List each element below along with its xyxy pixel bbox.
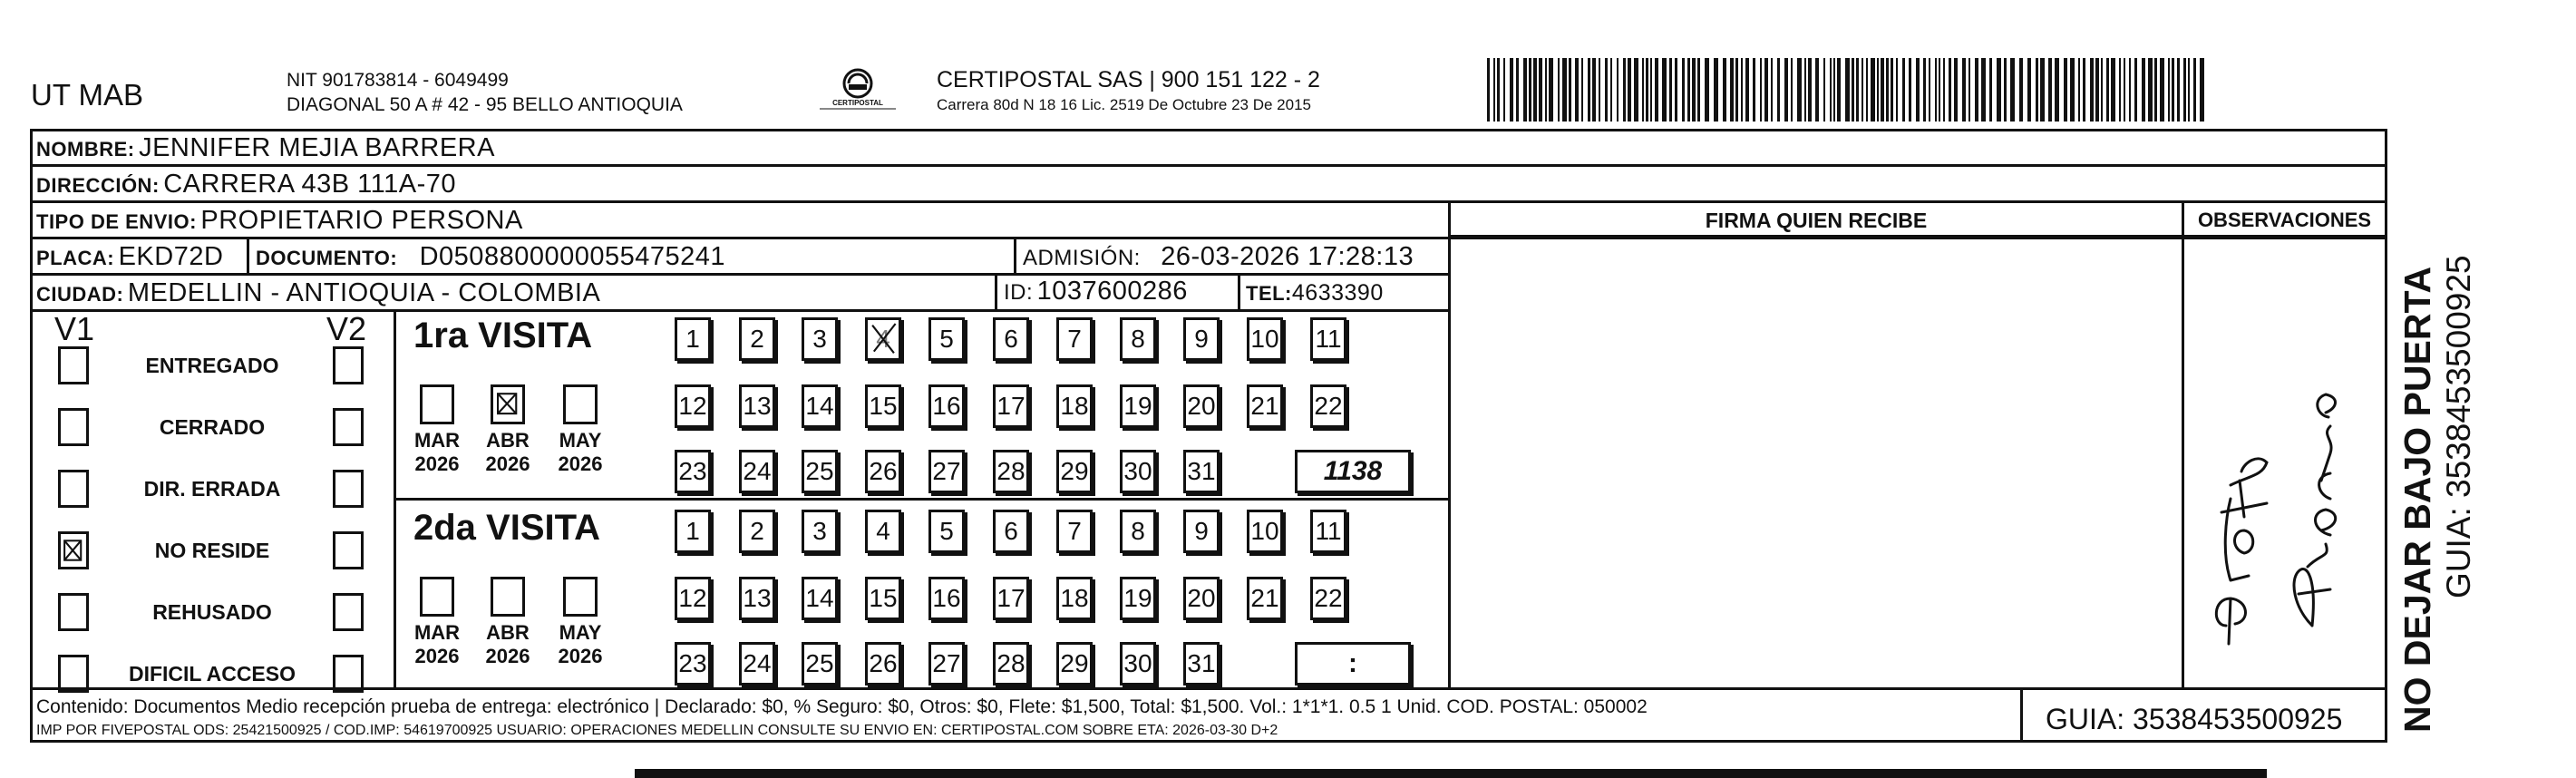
day-box[interactable]	[802, 317, 838, 361]
day-number: 29	[1060, 457, 1089, 485]
plate-row	[36, 242, 223, 272]
day-number: 13	[743, 584, 772, 612]
month-label: MAY	[559, 429, 602, 452]
plate-label: PLACA:	[36, 247, 115, 269]
month-checkbox[interactable]	[491, 577, 525, 617]
day-box[interactable]	[1183, 642, 1220, 686]
status-label: DIFICIL ACCESO	[128, 662, 296, 686]
day-box[interactable]	[675, 317, 711, 361]
day-number: 2	[750, 325, 764, 353]
day-box[interactable]	[739, 577, 775, 620]
day-number: 11	[1315, 517, 1342, 545]
logo-text: CERTIPOSTAL	[832, 99, 883, 107]
day-box[interactable]	[993, 384, 1029, 428]
day-box[interactable]	[802, 450, 838, 493]
day-number: 17	[996, 392, 1026, 420]
tel-cell	[1246, 280, 1384, 306]
day-box[interactable]	[1183, 450, 1220, 493]
row-line	[30, 200, 2387, 203]
month-checkbox[interactable]	[420, 577, 454, 617]
day-box[interactable]	[993, 577, 1029, 620]
day-number: 8	[1131, 517, 1145, 545]
day-box[interactable]	[1056, 577, 1093, 620]
v1-checkbox[interactable]	[58, 531, 89, 569]
admission-label: ADMISIÓN:	[1023, 246, 1141, 270]
v1-checkbox[interactable]	[58, 408, 89, 446]
month-year: 2026	[558, 645, 603, 667]
status-label: ENTREGADO	[145, 354, 279, 377]
day-number: 23	[678, 457, 707, 485]
day-number: 20	[1187, 584, 1216, 612]
day-number: 1	[685, 517, 700, 545]
city-row	[36, 278, 600, 308]
receiver-signature-label: FIRMA QUIEN RECIBE	[1705, 209, 1928, 232]
month-year: 2026	[485, 645, 530, 667]
observations-divider	[2182, 200, 2184, 687]
address-label: DIRECCIÓN:	[36, 174, 160, 197]
day-number: 27	[932, 649, 961, 677]
day-number: 7	[1067, 517, 1082, 545]
day-box[interactable]	[865, 642, 901, 686]
day-number: 19	[1123, 584, 1152, 612]
footer-content: Contenido: Documentos Medio recepción prueba de entrega: electrónico | Declarado: $0, % Seguro: $0, Otros: $0, Flete: $1,500, Total: $1,500. Vol.: 1*1*1. 0.5 1 Unid. COD. POSTAL: 050002	[36, 696, 1648, 717]
v2-checkbox[interactable]	[333, 593, 364, 631]
day-box[interactable]	[865, 384, 901, 428]
day-box[interactable]	[1056, 384, 1093, 428]
day-number: 5	[939, 517, 954, 545]
day-number: 24	[743, 457, 772, 485]
day-box[interactable]	[675, 450, 711, 493]
day-number: 1	[685, 325, 700, 353]
day-number: 11	[1315, 325, 1342, 353]
day-box[interactable]	[928, 317, 965, 361]
v1-checkbox[interactable]	[58, 470, 89, 508]
month-checkbox[interactable]	[420, 384, 454, 424]
day-number: 29	[1060, 649, 1089, 677]
day-number: 22	[1314, 584, 1343, 612]
status-label: CERRADO	[159, 415, 266, 439]
day-box[interactable]	[928, 642, 965, 686]
day-box[interactable]	[1247, 577, 1283, 620]
day-box[interactable]	[739, 317, 775, 361]
day-box[interactable]	[1056, 317, 1093, 361]
city-label: CIUDAD:	[36, 283, 124, 306]
day-box[interactable]	[1120, 510, 1156, 553]
company-nit: NIT 901783814 - 6049499	[287, 70, 509, 91]
handwriting-drawing	[2194, 281, 2376, 662]
day-box[interactable]	[1120, 642, 1156, 686]
month-year: 2026	[485, 452, 530, 475]
day-box[interactable]	[993, 510, 1029, 553]
day-box[interactable]	[865, 577, 901, 620]
row-line	[30, 164, 2387, 167]
day-number: 3	[812, 325, 827, 353]
observations-label: OBSERVACIONES	[2197, 209, 2372, 231]
day-box[interactable]	[802, 642, 838, 686]
recipient-address: CARRERA 43B 111A-70	[163, 170, 456, 199]
day-box[interactable]	[1120, 384, 1156, 428]
type-label: TIPO DE ENVIO:	[36, 210, 197, 233]
day-number: 26	[869, 457, 898, 485]
company-address: DIAGONAL 50 A # 42 - 95 BELLO ANTIOQUIA	[287, 94, 683, 115]
tel-label: TEL:	[1246, 282, 1292, 305]
status-label: NO RESIDE	[154, 539, 270, 562]
day-number: 31	[1187, 649, 1216, 677]
carrier-license: Carrera 80d N 18 16 Lic. 2519 De Octubre 23 De 2015	[937, 96, 1311, 113]
visit-time: 1138	[1323, 456, 1383, 486]
day-box[interactable]	[739, 510, 775, 553]
month-label: ABR	[486, 621, 530, 644]
v2-label: V2	[326, 310, 367, 347]
day-box[interactable]	[739, 384, 775, 428]
bottom-edge	[635, 769, 2267, 778]
v1-checkbox[interactable]	[58, 346, 89, 384]
day-box[interactable]	[675, 510, 711, 553]
visit-divider	[394, 498, 1448, 501]
name-row	[36, 133, 495, 163]
certipostal-logo	[814, 65, 901, 114]
day-box[interactable]	[1310, 384, 1346, 428]
day-box[interactable]	[1120, 317, 1156, 361]
barcode	[1487, 58, 2208, 122]
admission-value: 26-03-2026 17:28:13	[1161, 242, 1414, 271]
day-box[interactable]	[1310, 317, 1346, 361]
day-number: 10	[1250, 517, 1279, 545]
document-cell	[256, 242, 725, 272]
status-label: REHUSADO	[152, 600, 272, 624]
day-number: 4	[876, 325, 890, 353]
day-box[interactable]	[802, 510, 838, 553]
day-box[interactable]	[1056, 642, 1093, 686]
day-box[interactable]	[1056, 510, 1093, 553]
plate-value: EKD72D	[118, 242, 224, 271]
v1-label: V1	[54, 310, 95, 347]
day-number: 25	[805, 649, 834, 677]
day-number: 21	[1250, 584, 1279, 612]
day-number: 26	[869, 649, 898, 677]
v2-checkbox[interactable]	[333, 346, 364, 384]
admission-cell	[1023, 242, 1414, 272]
day-box[interactable]	[993, 642, 1029, 686]
day-number: 25	[805, 457, 834, 485]
day-number: 2	[750, 517, 764, 545]
footer-print-info: IMP POR FIVEPOSTAL ODS: 25421500925 / COD.IMP: 54619700925 USUARIO: OPERACIONES MEDELLIN CONSULTE SU ENVIO EN: CERTIPOSTAL.COM SOBRE ETA: 2026-03-30 D+2	[36, 723, 1278, 738]
id-label: ID:	[1004, 280, 1034, 305]
day-box[interactable]	[675, 642, 711, 686]
day-number: 12	[678, 392, 707, 420]
visit-time: :	[1348, 648, 1357, 678]
day-number: 28	[996, 457, 1026, 485]
month-year: 2026	[414, 452, 460, 475]
day-number: 5	[939, 325, 954, 353]
company-name: UT MAB	[31, 78, 144, 112]
month-label: MAR	[413, 621, 461, 644]
day-box[interactable]	[1183, 384, 1220, 428]
signature-divider	[1448, 200, 1451, 687]
v2-checkbox[interactable]	[333, 655, 364, 693]
day-box[interactable]	[1183, 317, 1220, 361]
v2-checkbox[interactable]	[333, 408, 364, 446]
day-number: 12	[678, 584, 707, 612]
day-number: 23	[678, 649, 707, 677]
day-box[interactable]	[928, 384, 965, 428]
day-box[interactable]	[1310, 577, 1346, 620]
day-number: 16	[932, 584, 961, 612]
day-number: 27	[932, 457, 961, 485]
day-number: 14	[805, 584, 834, 612]
day-number: 30	[1123, 457, 1152, 485]
name-label: NOMBRE:	[36, 138, 135, 160]
day-number: 24	[743, 649, 772, 677]
day-number: 6	[1004, 325, 1018, 353]
v1-checkbox[interactable]	[58, 655, 89, 693]
day-number: 18	[1060, 584, 1089, 612]
month-label: MAR	[413, 429, 461, 452]
month-label: ABR	[486, 429, 530, 452]
day-box[interactable]	[1120, 450, 1156, 493]
v2-checkbox[interactable]	[333, 470, 364, 508]
month-checkbox[interactable]	[563, 577, 598, 617]
day-box[interactable]	[675, 384, 711, 428]
month-year: 2026	[414, 645, 460, 667]
day-box[interactable]	[928, 450, 965, 493]
side-guia: GUIA: 3538453500925	[2440, 255, 2477, 598]
v1-checkbox[interactable]	[58, 593, 89, 631]
day-box[interactable]	[1183, 510, 1220, 553]
day-number: 20	[1187, 392, 1216, 420]
carrier-name: CERTIPOSTAL SAS | 900 151 122 - 2	[937, 67, 1320, 92]
id-value: 1037600286	[1036, 277, 1188, 306]
day-box[interactable]	[739, 450, 775, 493]
cell-divider	[247, 237, 249, 273]
visit-title: 2da VISITA	[413, 508, 600, 548]
visit-title: 1ra VISITA	[413, 316, 593, 355]
day-box[interactable]	[802, 384, 838, 428]
address-row	[36, 170, 456, 199]
day-number: 17	[996, 584, 1026, 612]
day-number: 30	[1123, 649, 1152, 677]
day-number: 14	[805, 392, 834, 420]
cell-divider	[995, 273, 997, 309]
day-number: 6	[1004, 517, 1018, 545]
row-line	[30, 309, 1451, 312]
side-text	[2396, 152, 2486, 733]
day-number: 18	[1060, 392, 1089, 420]
day-number: 28	[996, 649, 1026, 677]
no-dejar-warning: NO DEJAR BAJO PUERTA	[2396, 266, 2438, 733]
day-number: 3	[812, 517, 827, 545]
row-line	[30, 687, 2387, 690]
cell-divider	[1238, 273, 1240, 309]
shipment-type: PROPIETARIO PERSONA	[200, 206, 523, 235]
day-number: 9	[1194, 325, 1209, 353]
handwritten-observation	[2194, 281, 2376, 662]
document-label: DOCUMENTO:	[256, 247, 398, 269]
day-box[interactable]	[865, 450, 901, 493]
v2-checkbox[interactable]	[333, 531, 364, 569]
day-number: 21	[1250, 392, 1279, 420]
day-number: 9	[1194, 517, 1209, 545]
day-number: 13	[743, 392, 772, 420]
day-box[interactable]	[1120, 577, 1156, 620]
day-box[interactable]	[802, 577, 838, 620]
footer-divider	[2020, 687, 2023, 743]
document-value: D0508800000055475241	[419, 242, 725, 271]
month-checkbox[interactable]	[491, 384, 525, 424]
cell-divider	[1014, 237, 1016, 273]
day-number: 15	[869, 392, 898, 420]
row-line	[1451, 238, 2387, 239]
status-label: DIR. ERRADA	[143, 477, 281, 501]
day-number: 19	[1123, 392, 1152, 420]
check-mark-icon	[493, 387, 522, 422]
day-box[interactable]	[865, 317, 901, 361]
city-value: MEDELLIN - ANTIOQUIA - COLOMBIA	[127, 278, 601, 307]
day-box[interactable]	[928, 510, 965, 553]
visit-time-box[interactable]	[1295, 450, 1411, 493]
row-line	[1451, 235, 2387, 238]
day-number: 15	[869, 584, 898, 612]
day-number: 16	[932, 392, 961, 420]
day-box[interactable]	[993, 317, 1029, 361]
day-number: 8	[1131, 325, 1145, 353]
type-row	[36, 206, 523, 236]
id-cell	[1004, 277, 1188, 306]
day-box[interactable]	[739, 642, 775, 686]
day-box[interactable]	[1247, 384, 1283, 428]
month-checkbox[interactable]	[563, 384, 598, 424]
day-box[interactable]	[1247, 317, 1283, 361]
visit-time-box[interactable]	[1295, 642, 1411, 686]
check-mark-icon	[868, 320, 899, 358]
tel-value: 4633390	[1291, 280, 1384, 306]
month-year: 2026	[558, 452, 603, 475]
day-number: 4	[876, 517, 890, 545]
month-label: MAY	[559, 621, 602, 644]
day-box[interactable]	[1183, 577, 1220, 620]
day-number: 22	[1314, 392, 1343, 420]
recipient-name: JENNIFER MEJIA BARRERA	[139, 133, 495, 162]
day-number: 31	[1187, 457, 1216, 485]
day-box[interactable]	[993, 450, 1029, 493]
day-box[interactable]	[1247, 510, 1283, 553]
day-box[interactable]	[928, 577, 965, 620]
day-number: 10	[1250, 325, 1279, 353]
day-box[interactable]	[1310, 510, 1346, 553]
day-box[interactable]	[675, 577, 711, 620]
day-box[interactable]	[865, 510, 901, 553]
check-mark-icon	[61, 534, 86, 567]
day-box[interactable]	[1056, 450, 1093, 493]
day-number: 7	[1067, 325, 1082, 353]
footer-guia: GUIA: 3538453500925	[2046, 703, 2343, 735]
